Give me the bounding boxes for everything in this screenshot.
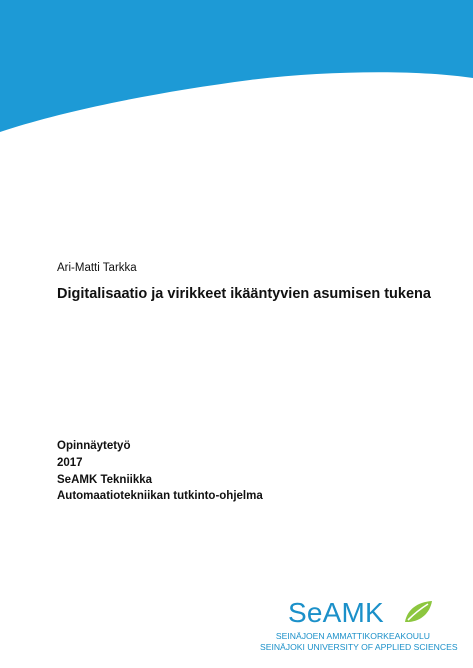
author-name: Ari-Matti Tarkka	[57, 262, 137, 274]
top-wave-banner	[0, 0, 473, 140]
thesis-year: 2017	[57, 456, 83, 469]
school-unit: SeAMK Tekniikka	[57, 473, 153, 486]
thesis-type: Opinnäytetyö	[57, 440, 131, 452]
logo-finnish-name: SEINÄJOEN AMMATTIKORKEAKOULU	[275, 631, 430, 641]
logo-english-name: SEINÄJOKI UNIVERSITY OF APPLIED SCIENCES	[260, 642, 458, 652]
thesis-title: Digitalisaatio ja virikkeet ikääntyvien asumisen tukena	[57, 286, 431, 302]
seamk-logo	[260, 597, 458, 658]
degree-programme: Automaatiotekniikan tutkinto-ohjelma	[57, 490, 263, 503]
thesis-meta	[57, 438, 263, 505]
leaf-icon	[403, 600, 433, 624]
logo-wordmark: SeAMK	[288, 597, 384, 628]
